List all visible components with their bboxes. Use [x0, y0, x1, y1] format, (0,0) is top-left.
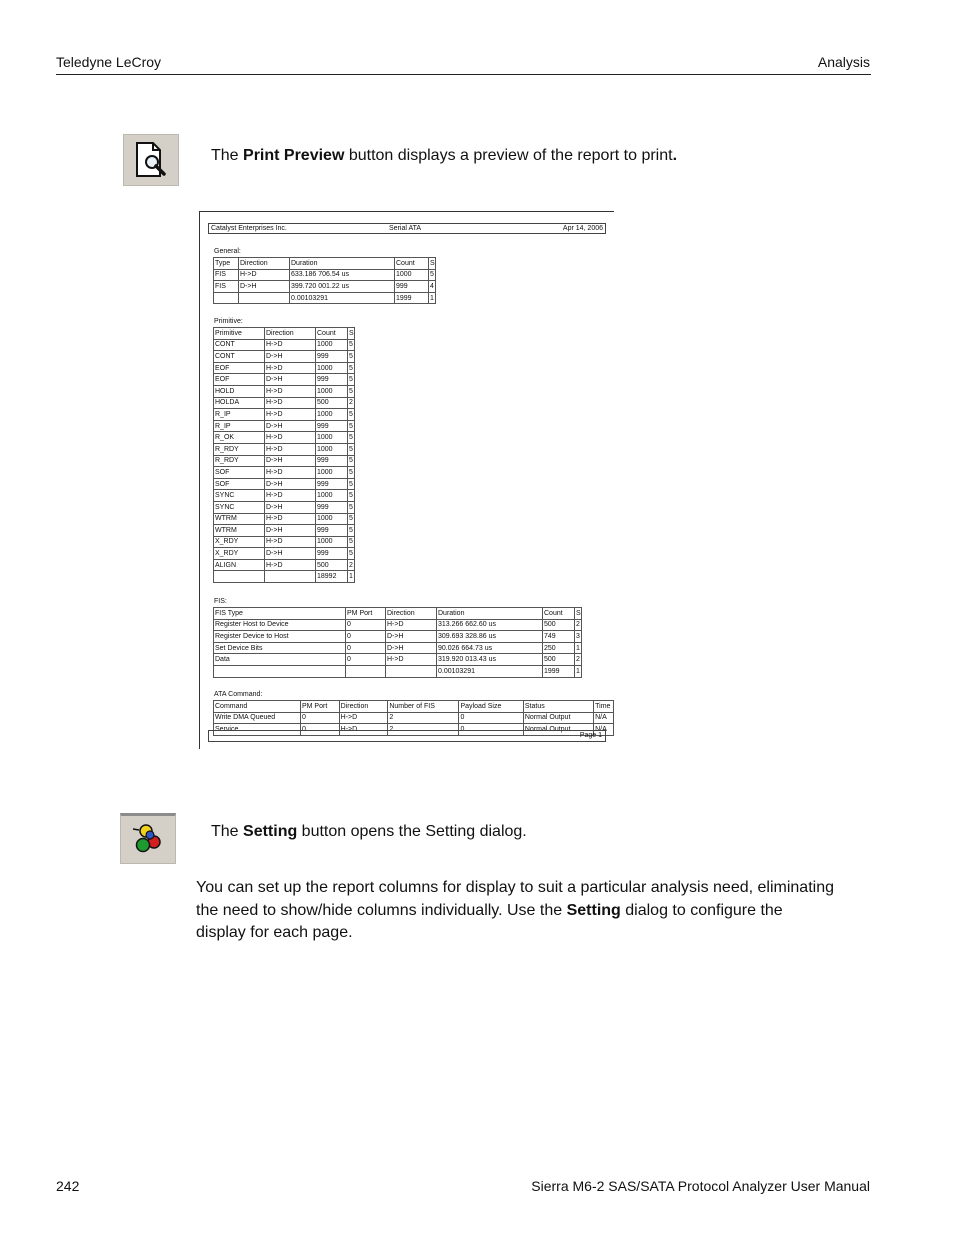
general-label: General: — [214, 248, 241, 255]
primitive-cell: 5 — [348, 501, 355, 513]
primitive-cell: 1000 — [316, 536, 348, 548]
general-cell: Duration — [290, 258, 395, 270]
primitive-cell: 1000 — [316, 443, 348, 455]
ata-cell: Service — [214, 724, 301, 736]
primitive-cell: D->H — [265, 374, 316, 386]
page-number: 242 — [56, 1178, 80, 1194]
setting-paragraph — [196, 877, 836, 945]
ata-cell: 2 — [388, 724, 459, 736]
setting-description — [211, 821, 527, 844]
fis-cell: 313.266 662.60 us — [437, 619, 543, 631]
primitive-cell: X_RDY — [214, 536, 265, 548]
fis-cell: Set Device Bits — [214, 642, 346, 654]
primitive-row — [214, 455, 355, 467]
setting-pre: The — [211, 823, 244, 840]
ata-row — [214, 701, 614, 713]
fis-cell: 500 — [543, 619, 575, 631]
general-cell: 1000 — [395, 269, 429, 281]
primitive-cell: H->D — [265, 443, 316, 455]
primitive-cell: SYNC — [214, 490, 265, 502]
ata-cell: Write DMA Queued — [214, 712, 301, 724]
primitive-cell: 2 — [348, 397, 355, 409]
primitive-table — [213, 327, 355, 583]
primitive-cell: WTRM — [214, 525, 265, 537]
general-cell: 0.00103291 — [290, 292, 395, 304]
primitive-cell: H->D — [265, 362, 316, 374]
fis-row — [214, 608, 582, 620]
primitive-cell: 5 — [348, 420, 355, 432]
preview-date: Apr 14, 2006 — [562, 225, 603, 232]
primitive-row — [214, 397, 355, 409]
general-row — [214, 258, 436, 270]
primitive-row — [214, 328, 355, 340]
primitive-cell: 5 — [348, 362, 355, 374]
preview-page: Page 1 — [579, 732, 602, 739]
primitive-cell: EOF — [214, 362, 265, 374]
primitive-cell: SYNC — [214, 501, 265, 513]
primitive-cell: X_RDY — [214, 548, 265, 560]
fis-cell — [346, 665, 386, 677]
ata-cell: N/A — [594, 724, 614, 736]
fis-cell: Data — [214, 654, 346, 666]
primitive-cell: D->H — [265, 351, 316, 363]
fis-table — [213, 607, 582, 678]
fis-cell: 3 — [575, 631, 582, 643]
fis-label: FIS: — [214, 598, 227, 605]
primitive-cell: 999 — [316, 501, 348, 513]
primitive-cell: 5 — [348, 409, 355, 421]
primitive-row — [214, 374, 355, 386]
fis-cell: PM Port — [346, 608, 386, 620]
primitive-cell: D->H — [265, 548, 316, 560]
fis-cell: 319.920 013.43 us — [437, 654, 543, 666]
setting-post: button opens the Setting dialog. — [297, 823, 527, 840]
general-cell: Count — [395, 258, 429, 270]
primitive-cell: 5 — [348, 351, 355, 363]
setting-icon — [120, 813, 176, 864]
fis-cell: 0 — [346, 619, 386, 631]
ata-cell: 0 — [300, 724, 339, 736]
fis-cell: 2 — [575, 654, 582, 666]
general-cell: FIS — [214, 269, 239, 281]
primitive-row — [214, 478, 355, 490]
ata-cell: N/A — [594, 712, 614, 724]
footer-title: Sierra M6-2 SAS/SATA Protocol Analyzer User Manual — [531, 1178, 870, 1194]
fis-cell: 1 — [575, 642, 582, 654]
report-preview — [199, 211, 614, 749]
setting-para-post: dialog to configure the display for each page. — [196, 901, 783, 941]
ata-cell: Command — [214, 701, 301, 713]
primitive-cell: R_OK — [214, 432, 265, 444]
general-cell: 4 — [429, 281, 436, 293]
primitive-cell: 5 — [348, 385, 355, 397]
primitive-cell: 999 — [316, 374, 348, 386]
primitive-cell: 18992 — [316, 571, 348, 583]
primitive-cell: 999 — [316, 548, 348, 560]
fis-cell: H->D — [386, 619, 437, 631]
ata-row — [214, 712, 614, 724]
primitive-row — [214, 501, 355, 513]
primitive-cell: 5 — [348, 536, 355, 548]
pp-post: button displays a preview of the report to print — [344, 147, 673, 164]
ata-cell: H->D — [339, 712, 388, 724]
primitive-row — [214, 351, 355, 363]
fis-cell: 1 — [575, 665, 582, 677]
primitive-row — [214, 467, 355, 479]
general-cell: S — [429, 258, 436, 270]
primitive-cell: H->D — [265, 409, 316, 421]
general-row — [214, 292, 436, 304]
primitive-cell: D->H — [265, 478, 316, 490]
primitive-cell: 2 — [348, 559, 355, 571]
primitive-row — [214, 548, 355, 560]
primitive-row — [214, 385, 355, 397]
pp-dot: . — [672, 147, 678, 164]
primitive-row — [214, 536, 355, 548]
primitive-row — [214, 443, 355, 455]
general-cell: H->D — [239, 269, 290, 281]
fis-cell: S — [575, 608, 582, 620]
fis-row — [214, 619, 582, 631]
general-cell: 1 — [429, 292, 436, 304]
preview-company: Catalyst Enterprises Inc. — [211, 225, 287, 232]
primitive-cell: 999 — [316, 455, 348, 467]
fis-row — [214, 665, 582, 677]
primitive-cell: 5 — [348, 478, 355, 490]
fis-cell: 0 — [346, 631, 386, 643]
fis-cell: D->H — [386, 631, 437, 643]
pp-bold: Print Preview — [243, 147, 345, 164]
fis-cell: 500 — [543, 654, 575, 666]
ata-cell: 0 — [300, 712, 339, 724]
primitive-cell: CONT — [214, 339, 265, 351]
ata-cell: Time — [594, 701, 614, 713]
primitive-cell: H->D — [265, 513, 316, 525]
primitive-cell: R_RDY — [214, 443, 265, 455]
primitive-cell: HOLDA — [214, 397, 265, 409]
primitive-cell: R_RDY — [214, 455, 265, 467]
fis-cell: 0 — [346, 654, 386, 666]
general-row — [214, 269, 436, 281]
general-row — [214, 281, 436, 293]
primitive-cell: 999 — [316, 351, 348, 363]
general-table — [213, 257, 436, 304]
primitive-cell: 5 — [348, 525, 355, 537]
general-cell: 999 — [395, 281, 429, 293]
primitive-cell: H->D — [265, 432, 316, 444]
fis-cell: 0 — [346, 642, 386, 654]
preview-footer — [208, 730, 606, 742]
primitive-cell: D->H — [265, 501, 316, 513]
primitive-cell: 1000 — [316, 409, 348, 421]
ata-label: ATA Command: — [214, 691, 263, 698]
fis-cell: Count — [543, 608, 575, 620]
ata-cell: Normal Output — [523, 712, 593, 724]
fis-cell: Direction — [386, 608, 437, 620]
print-preview-description — [211, 145, 677, 168]
primitive-row — [214, 490, 355, 502]
general-cell: 633.186 706.54 us — [290, 269, 395, 281]
primitive-cell: Count — [316, 328, 348, 340]
fis-row — [214, 642, 582, 654]
setting-bold: Setting — [243, 823, 298, 840]
primitive-cell: D->H — [265, 420, 316, 432]
preview-product: Serial ATA — [389, 225, 422, 232]
fis-cell: 749 — [543, 631, 575, 643]
primitive-cell: 999 — [316, 525, 348, 537]
primitive-cell: H->D — [265, 385, 316, 397]
primitive-cell: 1000 — [316, 490, 348, 502]
primitive-cell: SOF — [214, 467, 265, 479]
primitive-cell: 5 — [348, 374, 355, 386]
general-cell: FIS — [214, 281, 239, 293]
general-cell: Type — [214, 258, 239, 270]
general-cell: 1999 — [395, 292, 429, 304]
primitive-cell: 5 — [348, 339, 355, 351]
fis-cell: Register Device to Host — [214, 631, 346, 643]
general-cell — [239, 292, 290, 304]
fis-cell: 2 — [575, 619, 582, 631]
general-cell — [214, 292, 239, 304]
primitive-cell: 5 — [348, 548, 355, 560]
primitive-cell — [214, 571, 265, 583]
primitive-cell: 5 — [348, 443, 355, 455]
primitive-cell: 500 — [316, 559, 348, 571]
header-right: Analysis — [817, 54, 870, 70]
fis-row — [214, 631, 582, 643]
primitive-cell: 500 — [316, 397, 348, 409]
primitive-cell: 5 — [348, 455, 355, 467]
fis-cell: Duration — [437, 608, 543, 620]
primitive-cell: 999 — [316, 478, 348, 490]
ata-cell: Direction — [339, 701, 388, 713]
print-preview-icon — [123, 134, 179, 186]
primitive-cell: H->D — [265, 397, 316, 409]
primitive-row — [214, 571, 355, 583]
ata-cell: 0 — [459, 712, 523, 724]
fis-row — [214, 654, 582, 666]
ata-cell: 2 — [388, 712, 459, 724]
primitive-row — [214, 409, 355, 421]
primitive-cell: ALIGN — [214, 559, 265, 571]
primitive-cell: EOF — [214, 374, 265, 386]
fis-cell — [386, 665, 437, 677]
primitive-cell: 1000 — [316, 339, 348, 351]
primitive-cell: 5 — [348, 490, 355, 502]
primitive-row — [214, 339, 355, 351]
preview-header — [208, 223, 606, 234]
primitive-cell — [265, 571, 316, 583]
primitive-cell: H->D — [265, 490, 316, 502]
header-rule — [56, 74, 871, 75]
primitive-cell: D->H — [265, 525, 316, 537]
ata-cell: PM Port — [300, 701, 339, 713]
fis-cell: D->H — [386, 642, 437, 654]
primitive-cell: R_IP — [214, 409, 265, 421]
primitive-row — [214, 559, 355, 571]
primitive-cell: H->D — [265, 559, 316, 571]
primitive-cell: WTRM — [214, 513, 265, 525]
primitive-row — [214, 432, 355, 444]
primitive-row — [214, 362, 355, 374]
primitive-cell: H->D — [265, 536, 316, 548]
primitive-cell: H->D — [265, 339, 316, 351]
general-cell: D->H — [239, 281, 290, 293]
ata-cell: Normal Output — [523, 724, 593, 736]
primitive-cell: SOF — [214, 478, 265, 490]
ata-cell: Payload Size — [459, 701, 523, 713]
fis-cell: H->D — [386, 654, 437, 666]
primitive-cell: Primitive — [214, 328, 265, 340]
fis-cell: 90.026 664.73 us — [437, 642, 543, 654]
ata-cell: Number of FIS — [388, 701, 459, 713]
primitive-cell: R_IP — [214, 420, 265, 432]
primitive-cell: 1000 — [316, 513, 348, 525]
primitive-cell: 5 — [348, 467, 355, 479]
primitive-label: Primitive: — [214, 318, 243, 325]
fis-cell: Register Host to Device — [214, 619, 346, 631]
primitive-cell: CONT — [214, 351, 265, 363]
primitive-cell: 1 — [348, 571, 355, 583]
primitive-cell: S — [348, 328, 355, 340]
general-cell: 399.720 001.22 us — [290, 281, 395, 293]
general-cell: Direction — [239, 258, 290, 270]
primitive-cell: HOLD — [214, 385, 265, 397]
primitive-cell: Direction — [265, 328, 316, 340]
primitive-cell: 5 — [348, 513, 355, 525]
primitive-cell: D->H — [265, 455, 316, 467]
ata-cell: 0 — [459, 724, 523, 736]
primitive-cell: 5 — [348, 432, 355, 444]
primitive-row — [214, 525, 355, 537]
primitive-cell: 1000 — [316, 362, 348, 374]
primitive-cell: 1000 — [316, 432, 348, 444]
primitive-row — [214, 420, 355, 432]
general-cell: 5 — [429, 269, 436, 281]
ata-cell: H->D — [339, 724, 388, 736]
fis-cell: FIS Type — [214, 608, 346, 620]
fis-cell — [214, 665, 346, 677]
primitive-row — [214, 513, 355, 525]
pp-pre: The — [211, 147, 244, 164]
setting-para-pre: You can set up the report columns for display to suit a particular analysis need, eliminating the need to show/hide columns individually. Use the — [196, 879, 834, 919]
fis-cell: 0.00103291 — [437, 665, 543, 677]
fis-cell: 1999 — [543, 665, 575, 677]
ata-cell: Status — [523, 701, 593, 713]
fis-cell: 250 — [543, 642, 575, 654]
fis-cell: 309.693 328.86 us — [437, 631, 543, 643]
primitive-cell: 1000 — [316, 467, 348, 479]
primitive-cell: 999 — [316, 420, 348, 432]
primitive-cell: H->D — [265, 467, 316, 479]
setting-para-bold: Setting — [566, 901, 621, 919]
header-left: Teledyne LeCroy — [56, 54, 162, 70]
primitive-cell: 1000 — [316, 385, 348, 397]
